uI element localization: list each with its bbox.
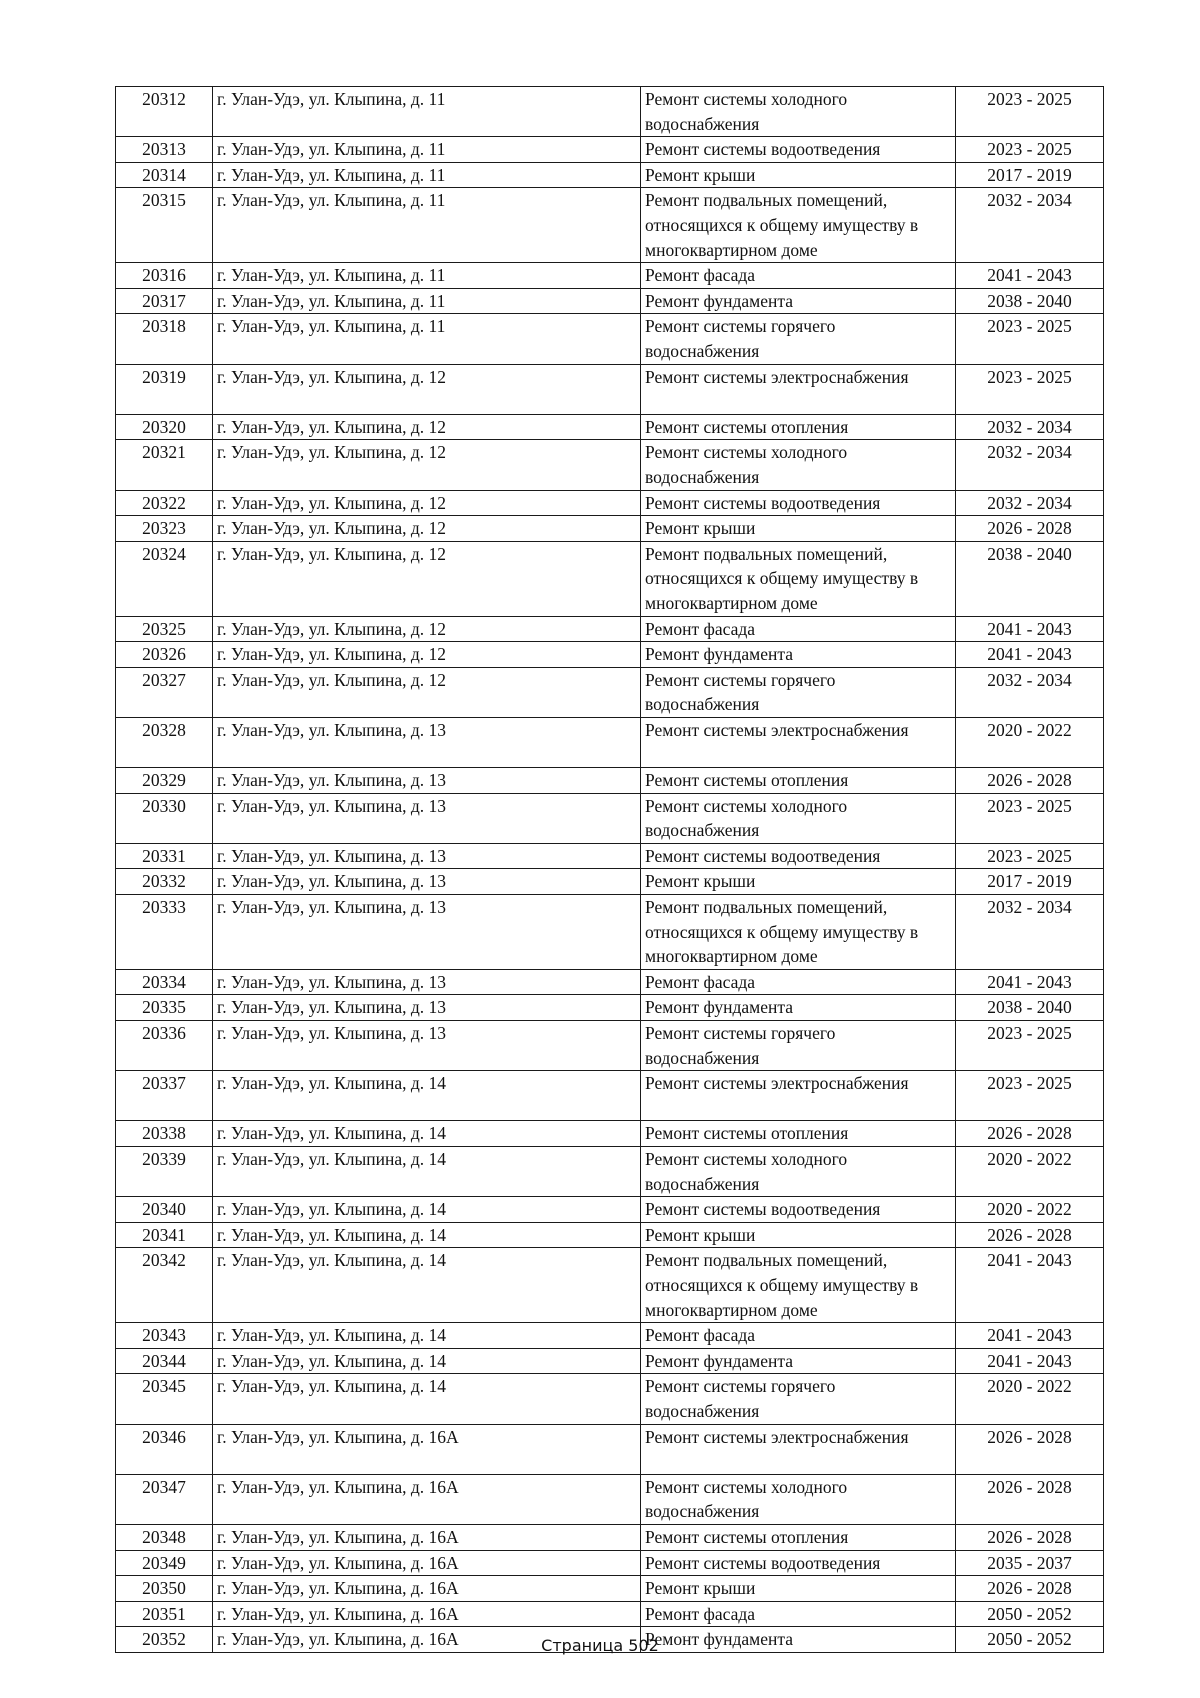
table-row — [116, 1550, 1104, 1576]
work-type-cell: Ремонт подвальных помещений, относящихся к общему имуществу в многоквартирном доме — [641, 541, 956, 616]
work-type-cell: Ремонт системы холодного водоснабжения — [641, 793, 956, 843]
work-type-cell: Ремонт фасада — [641, 263, 956, 289]
table-row — [116, 793, 1104, 843]
table-row — [116, 869, 1104, 895]
work-type-cell: Ремонт системы горячего водоснабжения — [641, 667, 956, 717]
work-type-cell: Ремонт подвальных помещений, относящихся к общему имуществу в многоквартирном доме — [641, 1248, 956, 1323]
work-type-cell: Ремонт системы холодного водоснабжения — [641, 1474, 956, 1524]
table-row — [116, 616, 1104, 642]
work-type-cell: Ремонт крыши — [641, 869, 956, 895]
work-type-cell: Ремонт системы горячего водоснабжения — [641, 1021, 956, 1071]
address-cell: г. Улан-Удэ, ул. Клыпина, д. 16А — [213, 1424, 641, 1474]
table-row — [116, 895, 1104, 970]
work-type-cell: Ремонт крыши — [641, 1222, 956, 1248]
period-cell: 2050 - 2052 — [956, 1627, 1104, 1653]
row-id-cell: 20347 — [116, 1474, 213, 1524]
row-id-cell: 20320 — [116, 414, 213, 440]
work-type-cell: Ремонт системы водоотведения — [641, 843, 956, 869]
period-cell: 2038 - 2040 — [956, 995, 1104, 1021]
page-number: Страница 502 — [541, 1636, 659, 1655]
period-cell: 2020 - 2022 — [956, 1146, 1104, 1196]
work-type-cell: Ремонт системы электроснабжения — [641, 364, 956, 414]
period-cell: 2023 - 2025 — [956, 843, 1104, 869]
work-type-cell: Ремонт фасада — [641, 1601, 956, 1627]
row-id-cell: 20326 — [116, 642, 213, 668]
address-cell: г. Улан-Удэ, ул. Клыпина, д. 16А — [213, 1524, 641, 1550]
address-cell: г. Улан-Удэ, ул. Клыпина, д. 13 — [213, 843, 641, 869]
work-type-cell: Ремонт фундамента — [641, 642, 956, 668]
work-type-cell: Ремонт подвальных помещений, относящихся к общему имуществу в многоквартирном доме — [641, 188, 956, 263]
row-id-cell: 20333 — [116, 895, 213, 970]
table-row — [116, 717, 1104, 767]
row-id-cell: 20330 — [116, 793, 213, 843]
row-id-cell: 20349 — [116, 1550, 213, 1576]
table-row — [116, 516, 1104, 542]
address-cell: г. Улан-Удэ, ул. Клыпина, д. 11 — [213, 288, 641, 314]
work-type-cell: Ремонт системы отопления — [641, 1524, 956, 1550]
row-id-cell: 20323 — [116, 516, 213, 542]
address-cell: г. Улан-Удэ, ул. Клыпина, д. 12 — [213, 616, 641, 642]
period-cell: 2050 - 2052 — [956, 1601, 1104, 1627]
row-id-cell: 20324 — [116, 541, 213, 616]
table-row — [116, 667, 1104, 717]
period-cell: 2023 - 2025 — [956, 137, 1104, 163]
address-cell: г. Улан-Удэ, ул. Клыпина, д. 14 — [213, 1323, 641, 1349]
address-cell: г. Улан-Удэ, ул. Клыпина, д. 12 — [213, 541, 641, 616]
address-cell: г. Улан-Удэ, ул. Клыпина, д. 13 — [213, 969, 641, 995]
address-cell: г. Улан-Удэ, ул. Клыпина, д. 13 — [213, 1021, 641, 1071]
work-type-cell: Ремонт системы холодного водоснабжения — [641, 87, 956, 137]
row-id-cell: 20342 — [116, 1248, 213, 1323]
work-type-cell: Ремонт подвальных помещений, относящихся к общему имуществу в многоквартирном доме — [641, 895, 956, 970]
table-row — [116, 995, 1104, 1021]
table-row — [116, 1222, 1104, 1248]
table-row — [116, 414, 1104, 440]
work-type-cell: Ремонт системы отопления — [641, 1121, 956, 1147]
table-row — [116, 1601, 1104, 1627]
address-cell: г. Улан-Удэ, ул. Клыпина, д. 12 — [213, 516, 641, 542]
address-cell: г. Улан-Удэ, ул. Клыпина, д. 12 — [213, 364, 641, 414]
table-row — [116, 137, 1104, 163]
row-id-cell: 20337 — [116, 1071, 213, 1121]
row-id-cell: 20338 — [116, 1121, 213, 1147]
table-row — [116, 1021, 1104, 1071]
row-id-cell: 20334 — [116, 969, 213, 995]
work-type-cell: Ремонт крыши — [641, 162, 956, 188]
table-row — [116, 768, 1104, 794]
table-row — [116, 314, 1104, 364]
period-cell: 2023 - 2025 — [956, 314, 1104, 364]
address-cell: г. Улан-Удэ, ул. Клыпина, д. 14 — [213, 1146, 641, 1196]
address-cell: г. Улан-Удэ, ул. Клыпина, д. 13 — [213, 717, 641, 767]
address-cell: г. Улан-Удэ, ул. Клыпина, д. 13 — [213, 768, 641, 794]
work-type-cell: Ремонт системы отопления — [641, 414, 956, 440]
row-id-cell: 20346 — [116, 1424, 213, 1474]
period-cell: 2020 - 2022 — [956, 1374, 1104, 1424]
work-type-cell: Ремонт фасада — [641, 616, 956, 642]
table-row — [116, 490, 1104, 516]
period-cell: 2026 - 2028 — [956, 1121, 1104, 1147]
address-cell: г. Улан-Удэ, ул. Клыпина, д. 13 — [213, 793, 641, 843]
row-id-cell: 20332 — [116, 869, 213, 895]
table-row — [116, 1323, 1104, 1349]
row-id-cell: 20325 — [116, 616, 213, 642]
address-cell: г. Улан-Удэ, ул. Клыпина, д. 16А — [213, 1601, 641, 1627]
row-id-cell: 20317 — [116, 288, 213, 314]
work-type-cell: Ремонт системы электроснабжения — [641, 1071, 956, 1121]
table-row — [116, 1524, 1104, 1550]
address-cell: г. Улан-Удэ, ул. Клыпина, д. 14 — [213, 1248, 641, 1323]
address-cell: г. Улан-Удэ, ул. Клыпина, д. 11 — [213, 188, 641, 263]
period-cell: 2041 - 2043 — [956, 1348, 1104, 1374]
work-type-cell: Ремонт системы отопления — [641, 768, 956, 794]
work-type-cell: Ремонт системы водоотведения — [641, 1197, 956, 1223]
row-id-cell: 20340 — [116, 1197, 213, 1223]
period-cell: 2017 - 2019 — [956, 869, 1104, 895]
address-cell: г. Улан-Удэ, ул. Клыпина, д. 16А — [213, 1550, 641, 1576]
period-cell: 2020 - 2022 — [956, 1197, 1104, 1223]
table-row — [116, 541, 1104, 616]
period-cell: 2032 - 2034 — [956, 667, 1104, 717]
row-id-cell: 20345 — [116, 1374, 213, 1424]
table-row — [116, 87, 1104, 137]
period-cell: 2041 - 2043 — [956, 263, 1104, 289]
period-cell: 2026 - 2028 — [956, 1474, 1104, 1524]
period-cell: 2038 - 2040 — [956, 288, 1104, 314]
table-row — [116, 440, 1104, 490]
work-type-cell: Ремонт фундамента — [641, 995, 956, 1021]
row-id-cell: 20312 — [116, 87, 213, 137]
work-type-cell: Ремонт фундамента — [641, 1627, 956, 1653]
period-cell: 2026 - 2028 — [956, 1222, 1104, 1248]
period-cell: 2026 - 2028 — [956, 1424, 1104, 1474]
table-row — [116, 1146, 1104, 1196]
address-cell: г. Улан-Удэ, ул. Клыпина, д. 12 — [213, 667, 641, 717]
address-cell: г. Улан-Удэ, ул. Клыпина, д. 14 — [213, 1121, 641, 1147]
table-row — [116, 364, 1104, 414]
period-cell: 2035 - 2037 — [956, 1550, 1104, 1576]
period-cell: 2023 - 2025 — [956, 87, 1104, 137]
row-id-cell: 20316 — [116, 263, 213, 289]
row-id-cell: 20335 — [116, 995, 213, 1021]
address-cell: г. Улан-Удэ, ул. Клыпина, д. 12 — [213, 642, 641, 668]
row-id-cell: 20328 — [116, 717, 213, 767]
work-type-cell: Ремонт системы горячего водоснабжения — [641, 1374, 956, 1424]
period-cell: 2038 - 2040 — [956, 541, 1104, 616]
work-type-cell: Ремонт фундамента — [641, 1348, 956, 1374]
repair-schedule-table — [115, 86, 1104, 1653]
row-id-cell: 20344 — [116, 1348, 213, 1374]
work-type-cell: Ремонт фундамента — [641, 288, 956, 314]
table-body — [116, 87, 1104, 1653]
period-cell: 2023 - 2025 — [956, 793, 1104, 843]
period-cell: 2026 - 2028 — [956, 516, 1104, 542]
period-cell: 2023 - 2025 — [956, 1021, 1104, 1071]
table-row — [116, 1197, 1104, 1223]
address-cell: г. Улан-Удэ, ул. Клыпина, д. 12 — [213, 414, 641, 440]
period-cell: 2032 - 2034 — [956, 414, 1104, 440]
work-type-cell: Ремонт системы холодного водоснабжения — [641, 440, 956, 490]
period-cell: 2023 - 2025 — [956, 1071, 1104, 1121]
address-cell: г. Улан-Удэ, ул. Клыпина, д. 12 — [213, 490, 641, 516]
address-cell: г. Улан-Удэ, ул. Клыпина, д. 12 — [213, 440, 641, 490]
table-row — [116, 1424, 1104, 1474]
address-cell: г. Улан-Удэ, ул. Клыпина, д. 14 — [213, 1071, 641, 1121]
row-id-cell: 20336 — [116, 1021, 213, 1071]
period-cell: 2032 - 2034 — [956, 440, 1104, 490]
row-id-cell: 20314 — [116, 162, 213, 188]
work-type-cell: Ремонт системы водоотведения — [641, 1550, 956, 1576]
period-cell: 2017 - 2019 — [956, 162, 1104, 188]
row-id-cell: 20322 — [116, 490, 213, 516]
work-type-cell: Ремонт системы горячего водоснабжения — [641, 314, 956, 364]
work-type-cell: Ремонт системы водоотведения — [641, 137, 956, 163]
row-id-cell: 20339 — [116, 1146, 213, 1196]
row-id-cell: 20315 — [116, 188, 213, 263]
row-id-cell: 20329 — [116, 768, 213, 794]
table-row — [116, 1474, 1104, 1524]
row-id-cell: 20318 — [116, 314, 213, 364]
work-type-cell: Ремонт крыши — [641, 516, 956, 542]
address-cell: г. Улан-Удэ, ул. Клыпина, д. 16А — [213, 1474, 641, 1524]
address-cell: г. Улан-Удэ, ул. Клыпина, д. 14 — [213, 1374, 641, 1424]
work-type-cell: Ремонт системы холодного водоснабжения — [641, 1146, 956, 1196]
table-row — [116, 1071, 1104, 1121]
work-type-cell: Ремонт крыши — [641, 1576, 956, 1602]
address-cell: г. Улан-Удэ, ул. Клыпина, д. 11 — [213, 137, 641, 163]
address-cell: г. Улан-Удэ, ул. Клыпина, д. 16А — [213, 1576, 641, 1602]
period-cell: 2041 - 2043 — [956, 1248, 1104, 1323]
row-id-cell: 20327 — [116, 667, 213, 717]
period-cell: 2020 - 2022 — [956, 717, 1104, 767]
period-cell: 2041 - 2043 — [956, 642, 1104, 668]
table-row — [116, 1248, 1104, 1323]
address-cell: г. Улан-Удэ, ул. Клыпина, д. 14 — [213, 1348, 641, 1374]
row-id-cell: 20321 — [116, 440, 213, 490]
address-cell: г. Улан-Удэ, ул. Клыпина, д. 16А — [213, 1627, 641, 1653]
row-id-cell: 20343 — [116, 1323, 213, 1349]
row-id-cell: 20348 — [116, 1524, 213, 1550]
row-id-cell: 20341 — [116, 1222, 213, 1248]
work-type-cell: Ремонт системы электроснабжения — [641, 1424, 956, 1474]
address-cell: г. Улан-Удэ, ул. Клыпина, д. 11 — [213, 314, 641, 364]
address-cell: г. Улан-Удэ, ул. Клыпина, д. 13 — [213, 869, 641, 895]
period-cell: 2026 - 2028 — [956, 768, 1104, 794]
address-cell: г. Улан-Удэ, ул. Клыпина, д. 11 — [213, 162, 641, 188]
table-row — [116, 263, 1104, 289]
table-row — [116, 1121, 1104, 1147]
table-row — [116, 1576, 1104, 1602]
row-id-cell: 20351 — [116, 1601, 213, 1627]
period-cell: 2026 - 2028 — [956, 1524, 1104, 1550]
work-type-cell: Ремонт системы водоотведения — [641, 490, 956, 516]
address-cell: г. Улан-Удэ, ул. Клыпина, д. 14 — [213, 1222, 641, 1248]
address-cell: г. Улан-Удэ, ул. Клыпина, д. 14 — [213, 1197, 641, 1223]
table-row — [116, 162, 1104, 188]
period-cell: 2041 - 2043 — [956, 969, 1104, 995]
table-row — [116, 1348, 1104, 1374]
table-row — [116, 188, 1104, 263]
address-cell: г. Улан-Удэ, ул. Клыпина, д. 13 — [213, 895, 641, 970]
period-cell: 2026 - 2028 — [956, 1576, 1104, 1602]
row-id-cell: 20331 — [116, 843, 213, 869]
period-cell: 2041 - 2043 — [956, 1323, 1104, 1349]
address-cell: г. Улан-Удэ, ул. Клыпина, д. 11 — [213, 263, 641, 289]
table-row — [116, 969, 1104, 995]
address-cell: г. Улан-Удэ, ул. Клыпина, д. 13 — [213, 995, 641, 1021]
address-cell: г. Улан-Удэ, ул. Клыпина, д. 11 — [213, 87, 641, 137]
table-row — [116, 1374, 1104, 1424]
table-row — [116, 843, 1104, 869]
period-cell: 2041 - 2043 — [956, 616, 1104, 642]
work-type-cell: Ремонт фасада — [641, 1323, 956, 1349]
work-type-cell: Ремонт фасада — [641, 969, 956, 995]
table-row — [116, 288, 1104, 314]
period-cell: 2023 - 2025 — [956, 364, 1104, 414]
work-type-cell: Ремонт системы электроснабжения — [641, 717, 956, 767]
period-cell: 2032 - 2034 — [956, 188, 1104, 263]
period-cell: 2032 - 2034 — [956, 490, 1104, 516]
row-id-cell: 20319 — [116, 364, 213, 414]
row-id-cell: 20350 — [116, 1576, 213, 1602]
row-id-cell: 20313 — [116, 137, 213, 163]
period-cell: 2032 - 2034 — [956, 895, 1104, 970]
table-row — [116, 642, 1104, 668]
row-id-cell: 20352 — [116, 1627, 213, 1653]
